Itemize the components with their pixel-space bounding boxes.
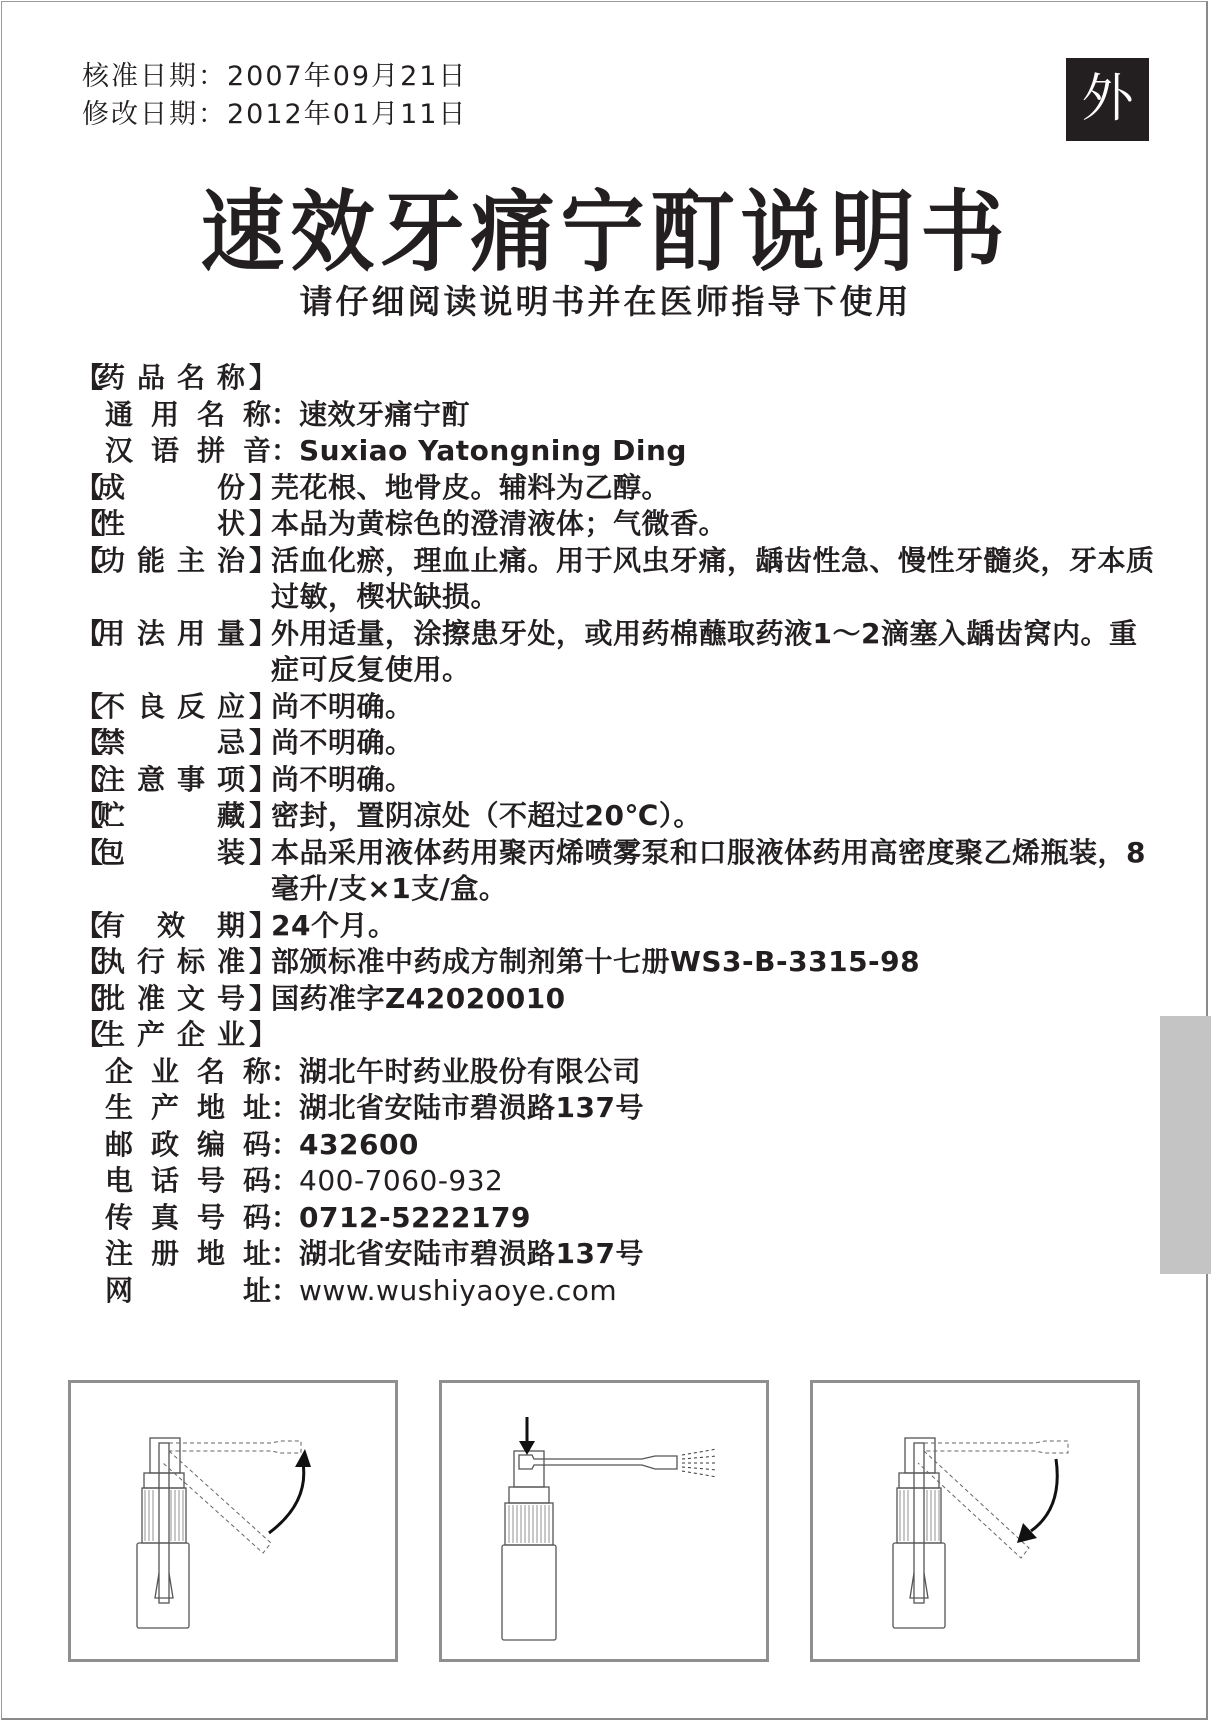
bracket-open: 【 xyxy=(75,835,104,869)
label-char: 装 xyxy=(216,835,245,869)
label-char: 意 xyxy=(136,762,165,796)
section-indications xyxy=(75,543,1155,616)
section-label xyxy=(75,762,278,799)
colon: ： xyxy=(271,1054,300,1088)
illustration-step-2 xyxy=(439,1380,769,1662)
section-standard xyxy=(75,944,1155,981)
label-char: 码 xyxy=(242,1200,271,1234)
label-char: 名 xyxy=(196,397,225,431)
field-value: 400-7060-932 xyxy=(299,1164,504,1197)
manufacturer-fax xyxy=(75,1200,1155,1237)
label-char: 性 xyxy=(97,507,126,540)
label-char: 不 xyxy=(97,689,126,723)
field-value: 0712-5222179 xyxy=(299,1200,531,1234)
label-char: 称 xyxy=(242,397,271,431)
label-char: 用 xyxy=(176,616,205,650)
label-char: 品 xyxy=(136,361,165,394)
page-title: 速效牙痛宁酊说明书 xyxy=(200,180,1011,284)
section-storage xyxy=(75,798,1155,835)
field-label xyxy=(105,1200,271,1237)
label-char: 注 xyxy=(97,762,126,796)
label-char: 号 xyxy=(216,981,245,1015)
bracket-close: 】 xyxy=(249,981,278,1015)
illustration-step-3 xyxy=(810,1380,1140,1662)
label-char: 批 xyxy=(97,981,126,1015)
label-char: 名 xyxy=(196,1054,225,1088)
bracket-open: 【 xyxy=(75,470,104,504)
field-label xyxy=(105,433,271,470)
field-value: 湖北省安陆市碧涢路137号 xyxy=(299,1237,644,1270)
section-shelf-life xyxy=(75,908,1155,945)
bracket-close: 】 xyxy=(249,762,278,796)
label-char: 成 xyxy=(97,470,126,504)
field-label xyxy=(105,1273,271,1310)
bracket-open: 【 xyxy=(75,507,104,540)
label-char: 业 xyxy=(150,1054,179,1088)
label-char: 行 xyxy=(136,945,165,978)
label-char: 真 xyxy=(150,1200,179,1234)
bracket-open: 【 xyxy=(75,981,104,1015)
section-label xyxy=(75,689,278,726)
field-pinyin xyxy=(75,433,1155,470)
label-char: 址 xyxy=(242,1237,271,1270)
colon: ： xyxy=(271,434,300,467)
label-char: 能 xyxy=(136,543,165,577)
section-label xyxy=(75,470,278,507)
bracket-close: 】 xyxy=(249,1018,278,1051)
label-char: 法 xyxy=(136,616,165,650)
dates-block xyxy=(82,58,467,134)
label-char: 音 xyxy=(242,434,271,467)
label-char: 地 xyxy=(196,1091,225,1124)
label-char: 码 xyxy=(242,1164,271,1197)
label-char: 文 xyxy=(176,981,205,1015)
section-value: 本品采用液体药用聚丙烯喷雾泵和口服液体药用高密度聚乙烯瓶装，8毫升/支×1支/盒。 xyxy=(271,835,1146,905)
section-value: 外用适量，涂擦患牙处，或用药棉蘸取药液1～2滴塞入龋齿窝内。重症可反复使用。 xyxy=(271,616,1138,686)
section-value: 密封，置阴凉处（不超过20℃）。 xyxy=(271,799,702,832)
label-char: 用 xyxy=(97,616,126,650)
section-label xyxy=(75,506,278,543)
label-char: 业 xyxy=(216,1018,245,1051)
field-label xyxy=(105,1127,271,1164)
section-label xyxy=(75,835,278,908)
bracket-close: 】 xyxy=(249,799,278,832)
label-char: 包 xyxy=(97,835,126,869)
revision-date xyxy=(82,96,467,134)
section-label xyxy=(75,798,278,835)
sections-list xyxy=(75,360,1155,1309)
section-label xyxy=(75,908,278,945)
colon: ： xyxy=(271,1237,300,1270)
label-char: 反 xyxy=(176,689,205,723)
label-char: 通 xyxy=(105,397,134,431)
label-char: 传 xyxy=(105,1200,134,1234)
label-char: 贮 xyxy=(97,799,126,832)
label-char: 号 xyxy=(196,1200,225,1234)
section-precautions xyxy=(75,762,1155,799)
label-char: 期 xyxy=(216,908,245,942)
bracket-open: 【 xyxy=(75,799,104,832)
label-char: 称 xyxy=(242,1054,271,1088)
label-char: 政 xyxy=(150,1127,179,1161)
section-value: 芫花根、地骨皮。辅料为乙醇。 xyxy=(271,470,671,504)
bracket-close: 】 xyxy=(249,908,278,942)
section-value: 活血化瘀，理血止痛。用于风虫牙痛，龋齿性急、慢性牙髓炎，牙本质过敏，楔状缺损。 xyxy=(271,543,1155,613)
label-char: 准 xyxy=(136,981,165,1015)
label-char: 网 xyxy=(105,1273,134,1307)
label-char: 主 xyxy=(176,543,205,577)
label-char: 忌 xyxy=(216,726,245,759)
colon: ： xyxy=(271,1127,300,1161)
label-char: 址 xyxy=(242,1091,271,1124)
section-value: 24个月。 xyxy=(271,908,397,942)
bracket-open: 【 xyxy=(75,1018,104,1051)
label-char: 生 xyxy=(97,1018,126,1051)
label-char: 禁 xyxy=(97,726,126,759)
bracket-close: 】 xyxy=(249,726,278,759)
label-char: 册 xyxy=(150,1237,179,1270)
label-char: 应 xyxy=(216,689,245,723)
revision-date-label: 修改日期： xyxy=(82,99,227,130)
section-label xyxy=(75,725,278,762)
label-char: 话 xyxy=(150,1164,179,1197)
section-manufacturer xyxy=(75,1017,1155,1054)
label-char: 汉 xyxy=(105,434,134,467)
section-dosage xyxy=(75,616,1155,689)
rotate-down-illustration-icon xyxy=(813,1383,1137,1659)
section-label xyxy=(75,543,278,616)
bracket-open: 【 xyxy=(75,726,104,759)
bracket-open: 【 xyxy=(75,616,104,650)
label-char: 药 xyxy=(97,361,126,394)
bracket-close: 】 xyxy=(249,543,278,577)
field-value: 432600 xyxy=(299,1127,419,1161)
label-char: 企 xyxy=(105,1054,134,1088)
external-use-badge: 外 xyxy=(1066,58,1149,141)
manufacturer-postcode xyxy=(75,1127,1155,1164)
field-label xyxy=(105,1054,271,1091)
manufacturer-registered-address xyxy=(75,1236,1155,1273)
label-char: 事 xyxy=(176,762,205,796)
label-char: 生 xyxy=(105,1091,134,1124)
field-value: 速效牙痛宁酊 xyxy=(299,397,471,431)
section-label xyxy=(75,616,278,689)
section-label xyxy=(75,981,278,1018)
bracket-open: 【 xyxy=(75,762,104,796)
bracket-open: 【 xyxy=(75,689,104,723)
label-char: 有 xyxy=(97,908,126,942)
label-char: 标 xyxy=(176,945,205,978)
colon: ： xyxy=(271,1164,300,1197)
label-char: 功 xyxy=(97,543,126,577)
leaflet-content xyxy=(75,360,1155,1309)
label-char: 效 xyxy=(156,908,185,942)
label-char: 良 xyxy=(136,689,165,723)
label-char: 藏 xyxy=(216,799,245,832)
bracket-close: 】 xyxy=(249,470,278,504)
rotate-up-illustration-icon xyxy=(71,1383,395,1659)
section-value: 尚不明确。 xyxy=(271,726,414,759)
approval-date xyxy=(82,58,467,96)
approval-date-label: 核准日期： xyxy=(82,61,227,92)
field-label xyxy=(105,397,271,434)
label-char: 产 xyxy=(150,1091,179,1124)
manufacturer-name xyxy=(75,1054,1155,1091)
field-value: 湖北午时药业股份有限公司 xyxy=(299,1054,642,1088)
illustration-step-1 xyxy=(68,1380,398,1662)
section-contraindications xyxy=(75,725,1155,762)
bracket-open: 【 xyxy=(75,945,104,978)
label-char: 号 xyxy=(196,1164,225,1197)
manufacturer-phone xyxy=(75,1163,1155,1200)
bracket-open: 【 xyxy=(75,908,104,942)
section-description xyxy=(75,506,1155,543)
label-char: 份 xyxy=(216,470,245,504)
bracket-close: 】 xyxy=(249,945,278,978)
label-char: 准 xyxy=(216,945,245,978)
label-char: 产 xyxy=(136,1018,165,1051)
section-value: 尚不明确。 xyxy=(271,689,414,723)
field-label xyxy=(105,1090,271,1127)
label-char: 地 xyxy=(196,1237,225,1270)
field-value[interactable]: www.wushiyaoye.com xyxy=(299,1273,618,1307)
label-char: 状 xyxy=(216,507,245,540)
approval-date-value: 2007年09月21日 xyxy=(227,61,468,92)
section-approval-number xyxy=(75,981,1155,1018)
manufacturer-website xyxy=(75,1273,1155,1310)
section-value: 国药准字Z42020010 xyxy=(271,981,566,1015)
colon: ： xyxy=(271,397,300,431)
section-label xyxy=(75,360,278,397)
label-char: 邮 xyxy=(105,1127,134,1161)
field-label xyxy=(105,1163,271,1200)
label-char: 量 xyxy=(216,616,245,650)
label-char: 治 xyxy=(216,543,245,577)
field-value: Suxiao Yatongning Ding xyxy=(299,434,687,467)
section-drug-name xyxy=(75,360,1155,397)
section-ingredients xyxy=(75,470,1155,507)
label-char: 称 xyxy=(216,361,245,394)
label-char: 用 xyxy=(150,397,179,431)
label-char: 项 xyxy=(216,762,245,796)
section-value: 本品为黄棕色的澄清液体；气微香。 xyxy=(271,507,728,540)
bracket-close: 】 xyxy=(249,835,278,869)
field-value: 湖北省安陆市碧涢路137号 xyxy=(299,1091,644,1124)
label-char: 址 xyxy=(242,1273,271,1307)
bracket-open: 【 xyxy=(75,361,104,394)
section-value: 部颁标准中药成方制剂第十七册WS3-B-3315-98 xyxy=(271,945,921,978)
field-generic-name xyxy=(75,397,1155,434)
colon: ： xyxy=(271,1200,300,1234)
label-char: 注 xyxy=(105,1237,134,1270)
bracket-close: 】 xyxy=(249,616,278,650)
label-char: 电 xyxy=(105,1164,134,1197)
label-char: 语 xyxy=(150,434,179,467)
manufacturer-address xyxy=(75,1090,1155,1127)
label-char: 执 xyxy=(97,945,126,978)
revision-date-value: 2012年01月11日 xyxy=(227,99,468,130)
field-label xyxy=(105,1236,271,1273)
edge-tab xyxy=(1160,1016,1211,1274)
press-spray-illustration-icon xyxy=(442,1383,766,1659)
section-value: 尚不明确。 xyxy=(271,762,414,796)
section-adverse-reactions xyxy=(75,689,1155,726)
bracket-close: 】 xyxy=(249,689,278,723)
section-label xyxy=(75,944,278,981)
colon: ： xyxy=(271,1091,300,1124)
label-char: 企 xyxy=(176,1018,205,1051)
bracket-open: 【 xyxy=(75,543,104,577)
label-char: 名 xyxy=(176,361,205,394)
label-char: 拼 xyxy=(196,434,225,467)
section-label xyxy=(75,1017,278,1054)
bracket-close: 】 xyxy=(249,507,278,540)
label-char: 码 xyxy=(242,1127,271,1161)
section-packaging xyxy=(75,835,1155,908)
bracket-close: 】 xyxy=(249,361,278,394)
label-char: 编 xyxy=(196,1127,225,1161)
page-subtitle: 请仔细阅读说明书并在医师指导下使用 xyxy=(299,282,912,321)
colon: ： xyxy=(271,1273,300,1307)
